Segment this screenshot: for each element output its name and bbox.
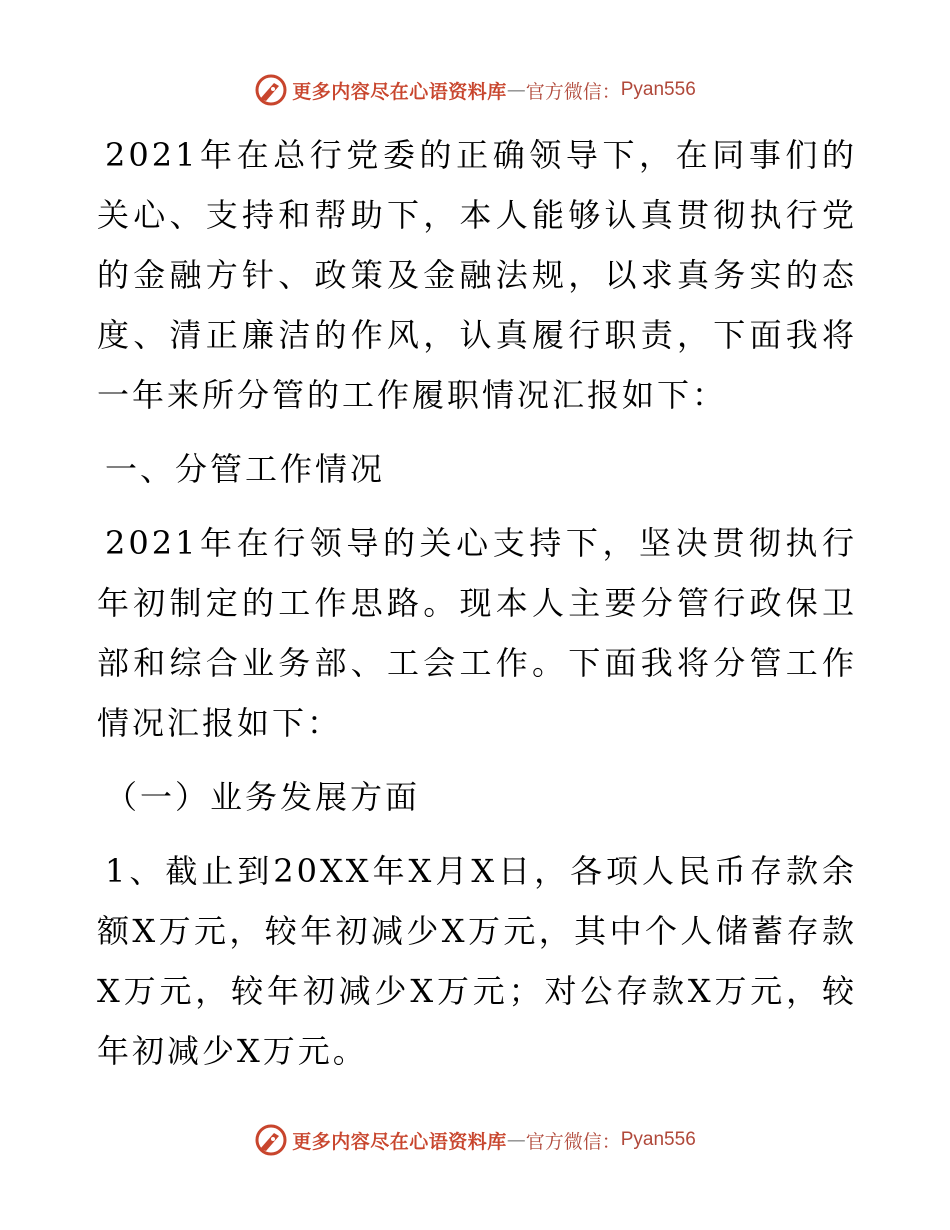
header-banner <box>0 70 950 110</box>
document-body <box>97 125 857 1081</box>
subsection-heading: （一）业务发展方面 <box>105 778 421 816</box>
footer-banner <box>0 1120 950 1160</box>
footer-wechat-label: 官方微信： <box>525 1130 621 1153</box>
section-heading: 一、分管工作情况 <box>105 450 386 488</box>
footer-site-text: 更多内容尽在心语资料库 <box>292 1130 507 1153</box>
intro-paragraph: 2021年在总行党委的正确领导下，在同事们的关心、支持和帮助下，本人能够认真贯彻执行党的金融方针、政策及金融法规，以求真务实的态度、清正廉洁的作风，认真履行职责，下面我将一年来所分管的工作履职情况汇报如下： <box>97 136 857 414</box>
footer-wechat-id: Pyan556 <box>620 1129 696 1150</box>
footer-dash: — <box>506 1129 526 1151</box>
pen-nib-logo-icon <box>254 73 288 107</box>
header-dash: — <box>506 79 526 101</box>
header-site-text: 更多内容尽在心语资料库 <box>292 80 507 103</box>
pen-nib-logo-icon <box>254 1123 288 1157</box>
header-wechat-label: 官方微信： <box>525 80 621 103</box>
header-wechat-id: Pyan556 <box>620 79 696 100</box>
work-overview-paragraph: 2021年在行领导的关心支持下，坚决贯彻执行年初制定的工作思路。现本人主要分管行政保卫部和综合业务部、工会工作。下面我将分管工作情况汇报如下： <box>97 524 857 742</box>
deposit-figures-paragraph: 1、截止到20XX年X月X日，各项人民币存款余额X万元，较年初减少X万元，其中个人储蓄存款X万元，较年初减少X万元；对公存款X万元，较年初减少X万元。 <box>97 852 857 1070</box>
